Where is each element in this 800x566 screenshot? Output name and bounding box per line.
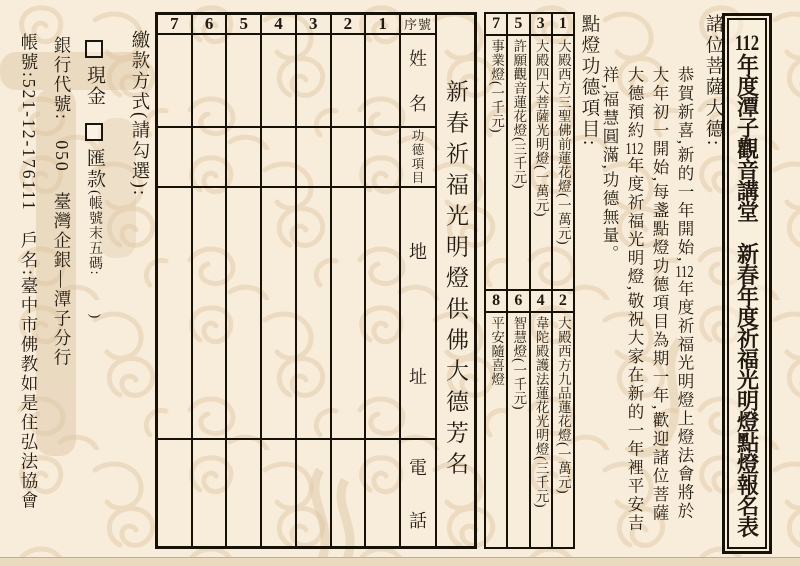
payment-options-column: [81, 38, 108, 319]
merit-item-number: 4: [531, 291, 551, 313]
merit-item-number: 8: [486, 291, 506, 313]
roster-cell-name[interactable]: [262, 35, 297, 128]
row-header-phone: 電 話: [401, 440, 437, 546]
merit-item-label: 許願觀音蓮花燈(三千元): [511, 39, 527, 189]
row-header-name: 姓 名: [401, 35, 437, 128]
letter-salutation: 諸位菩薩大德:: [703, 14, 723, 148]
roster-cell-phone[interactable]: [193, 440, 228, 546]
roster-cell-name[interactable]: [297, 35, 332, 128]
bank-info-line: 銀行代號: 050 臺灣企銀—潭子分行: [52, 36, 72, 368]
account-info-line: 帳號:521-12-176111 戶名:臺中市佛教如是住弘法協會: [19, 33, 39, 511]
merit-item-number: 1: [553, 14, 573, 36]
roster-cell-name[interactable]: [193, 35, 228, 128]
transfer-note-suffix: ): [87, 313, 102, 320]
roster-cell-phone[interactable]: [332, 440, 367, 546]
transfer-checkbox[interactable]: [85, 123, 103, 141]
transfer-note-prefix: (帳號末五碼:: [87, 190, 102, 276]
merit-item-label: 大殿四大菩薩光明燈(一萬元): [533, 39, 549, 217]
roster-cell-merit[interactable]: [262, 128, 297, 188]
row-header-address: 地 址: [401, 188, 437, 440]
roster-cell-address[interactable]: [158, 188, 193, 440]
merit-item-number: 5: [508, 14, 528, 36]
letter-body-column: 大德預約112年度祈福光明燈,敬祝大家在新的一年裡平安吉: [625, 66, 644, 533]
roster-cell-merit[interactable]: [193, 128, 228, 188]
spacer: [93, 107, 95, 121]
page-bottom-edge: [0, 557, 800, 566]
roster-cell-address[interactable]: [366, 188, 401, 440]
form-title-inner-border: [727, 18, 767, 549]
transfer-last5-writein[interactable]: [93, 276, 95, 314]
merit-list-heading: 點燈功德項目:: [579, 14, 599, 148]
merit-item-number: 2: [553, 291, 573, 313]
merit-item-label: 平安隨喜燈: [489, 316, 505, 386]
serial-header: 序號: [401, 15, 437, 35]
merit-item-5: [508, 14, 530, 289]
letter-body-column: 大年初一開始,每盞點燈功德項目為期一年,歡迎諸位菩薩: [650, 66, 669, 523]
roster-table: [155, 12, 477, 549]
entry-number: 2: [332, 15, 367, 35]
roster-cell-phone[interactable]: [158, 440, 193, 546]
roster-cell-address[interactable]: [262, 188, 297, 440]
entry-number: 4: [262, 15, 297, 35]
roster-side-title-cell: [437, 15, 474, 546]
transfer-label: 匯款: [84, 148, 105, 190]
roster-cell-merit[interactable]: [366, 128, 401, 188]
merit-item-number: 3: [531, 14, 551, 36]
merit-item-number: 7: [486, 14, 506, 36]
roster-cell-phone[interactable]: [297, 440, 332, 546]
merit-items-top-row: [486, 14, 573, 291]
roster-cell-name[interactable]: [332, 35, 367, 128]
merit-item-1: [553, 14, 573, 289]
roster-cell-address[interactable]: [193, 188, 228, 440]
merit-item-label: 韋陀殿護法蓮花光明燈(三千元): [533, 316, 549, 508]
merit-item-number: 6: [508, 291, 528, 313]
letter-body-column: 祥,福慧圓滿,功德無量。: [600, 66, 619, 264]
merit-item-4: [531, 291, 553, 547]
roster-cell-address[interactable]: [332, 188, 367, 440]
merit-item-6: [508, 291, 530, 547]
roster-side-title: 新春祈福光明燈供佛大德芳名: [443, 79, 468, 482]
roster-cell-merit[interactable]: [227, 128, 262, 188]
entry-number: 6: [193, 15, 228, 35]
merit-item-2: [553, 291, 573, 547]
roster-cell-phone[interactable]: [227, 440, 262, 546]
entry-number: 5: [227, 15, 262, 35]
payment-method-heading: 繳款方式(請勾選):: [129, 30, 149, 197]
merit-item-label: 大殿西方三聖佛前蓮花燈(一萬元): [555, 39, 571, 245]
entry-number: 3: [297, 15, 332, 35]
entry-number: 7: [158, 15, 193, 35]
letter-body-column: 恭賀新喜,新的一年開始,112年度祈福光明燈上燈法會將於: [675, 66, 694, 521]
merit-item-label: 事業燈(一千元): [489, 39, 505, 133]
entry-number: 1: [366, 15, 401, 35]
roster-cell-address[interactable]: [297, 188, 332, 440]
cash-checkbox[interactable]: [85, 40, 103, 58]
merit-item-3: [531, 14, 553, 289]
form-title: 112年度潭子觀音講堂 新春年度祈福光明燈點燈報名表: [734, 31, 760, 536]
merit-items-bottom-row: [486, 291, 573, 547]
cash-label: 現金: [84, 65, 105, 107]
merit-item-7: [486, 14, 508, 289]
merit-item-8: [486, 291, 508, 547]
roster-cell-name[interactable]: [227, 35, 262, 128]
roster-cell-name[interactable]: [158, 35, 193, 128]
roster-cell-phone[interactable]: [262, 440, 297, 546]
roster-cell-merit[interactable]: [332, 128, 367, 188]
merit-items-box: [484, 12, 575, 549]
form-title-box: [722, 13, 772, 554]
merit-item-label: 智慧燈(一千元): [511, 316, 527, 410]
roster-cell-address[interactable]: [227, 188, 262, 440]
roster-cell-merit[interactable]: [297, 128, 332, 188]
roster-cell-name[interactable]: [366, 35, 401, 128]
roster-cell-merit[interactable]: [158, 128, 193, 188]
merit-item-label: 大殿西方九品蓮花燈(一萬元): [555, 316, 571, 494]
row-header-merit-item: 功 德 項 目: [401, 128, 437, 188]
roster-cell-phone[interactable]: [366, 440, 401, 546]
